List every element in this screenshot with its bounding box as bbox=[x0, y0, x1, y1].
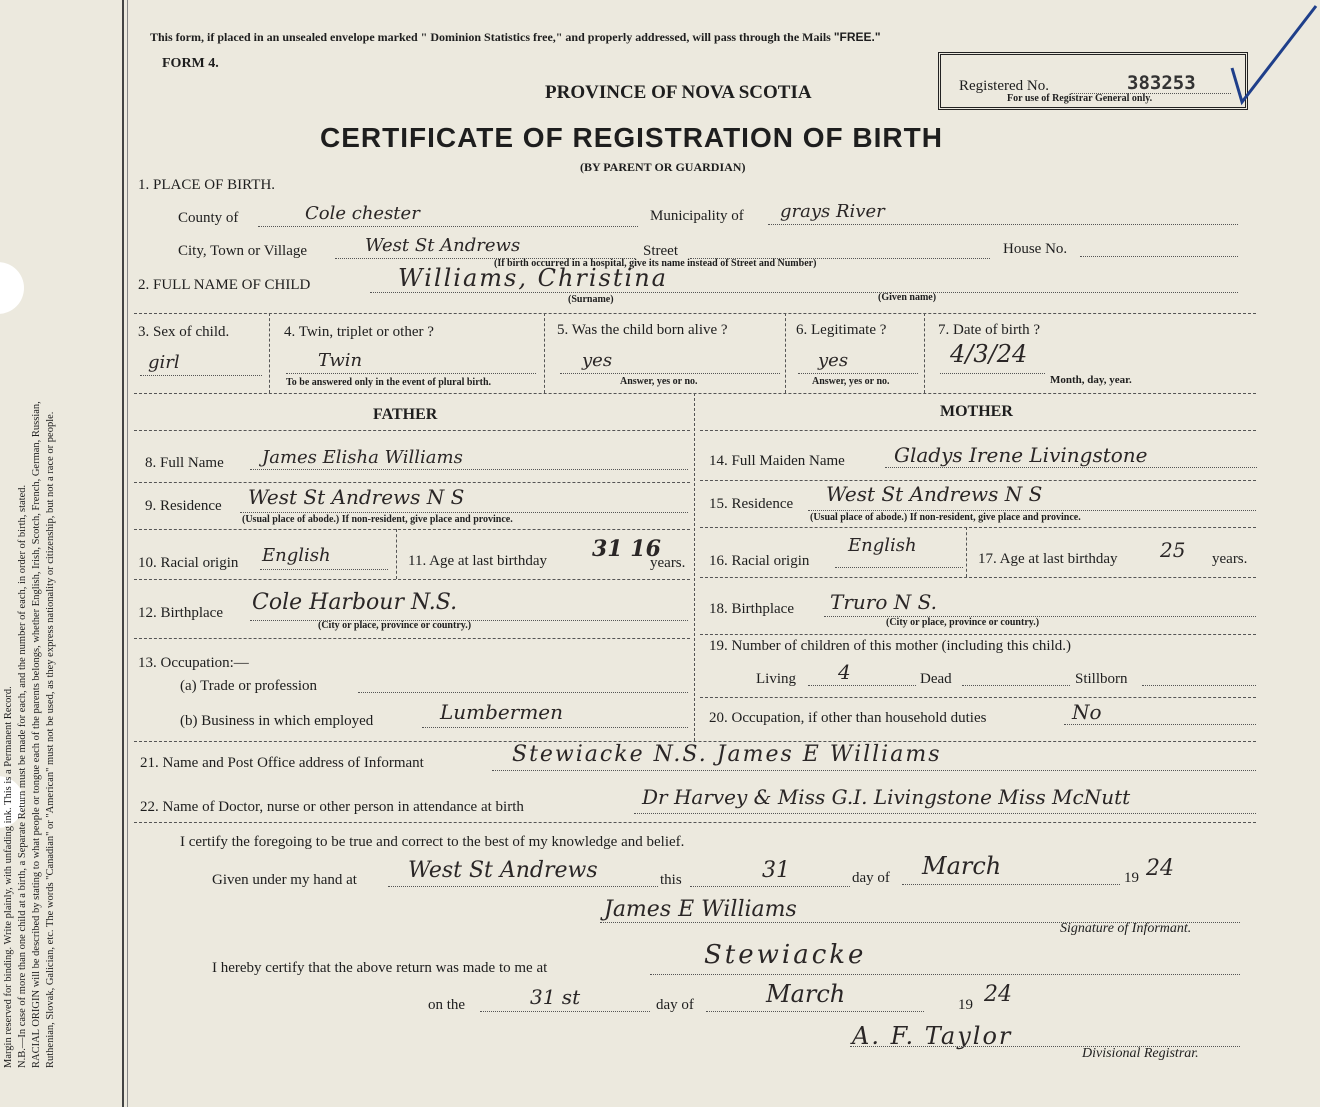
children-count-label: 19. Number of children of this mother (including this child.) bbox=[709, 638, 1072, 654]
mother-occupation-value: No bbox=[1072, 700, 1102, 724]
legitimate-label: 6. Legitimate ? bbox=[796, 322, 887, 338]
parents-divider bbox=[694, 393, 695, 741]
twin-note: To be answered only in the event of plural birth. bbox=[286, 377, 492, 388]
father-age-value: 31 16 bbox=[592, 536, 661, 562]
child-name-line bbox=[370, 292, 1238, 293]
father-birthplace-note: (City or place, province or country.) bbox=[318, 620, 472, 631]
father-birthplace-label: 12. Birthplace bbox=[138, 605, 223, 621]
given-year-value: 24 bbox=[1146, 856, 1174, 881]
father-sep-1 bbox=[134, 482, 690, 483]
stillborn-label: Stillborn bbox=[1075, 671, 1128, 687]
dead-line bbox=[962, 685, 1070, 686]
father-residence-label: 9. Residence bbox=[145, 498, 222, 514]
living-value: 4 bbox=[838, 660, 851, 684]
twin-label: 4. Twin, triplet or other ? bbox=[284, 324, 434, 340]
doctor-bottom-line bbox=[134, 822, 1256, 823]
mother-racial-sep bbox=[966, 527, 967, 577]
house-line bbox=[1080, 256, 1238, 257]
margin-line-2: N.B.—In case of more than one child at a birth, a Separate Return must be made for each, and the number of each, in order of birth, stated. bbox=[17, 484, 28, 1068]
father-name-line bbox=[250, 469, 688, 470]
place-heading: 1. PLACE OF BIRTH. bbox=[138, 177, 276, 193]
mother-residence-line bbox=[808, 510, 1256, 511]
father-sep-2 bbox=[134, 529, 690, 530]
registrar-place-line bbox=[650, 974, 1240, 975]
given-day-line bbox=[690, 886, 850, 887]
registrar-month-value: March bbox=[766, 980, 846, 1008]
alive-line bbox=[560, 373, 780, 374]
given-place-value: West St Andrews bbox=[408, 858, 598, 883]
mother-sep-5 bbox=[700, 697, 1256, 698]
mother-sep-2 bbox=[700, 527, 1256, 528]
grid-sep-1 bbox=[269, 313, 270, 393]
mother-sep-3 bbox=[700, 577, 1256, 578]
legitimate-note: Answer, yes or no. bbox=[812, 376, 890, 387]
father-years: years. bbox=[650, 555, 686, 571]
county-label: County of bbox=[178, 210, 239, 226]
mother-sep-4 bbox=[700, 634, 1256, 635]
doctor-value: Dr Harvey & Miss G.I. Livingstone Miss McNutt bbox=[642, 785, 1131, 809]
alive-note: Answer, yes or no. bbox=[620, 376, 698, 387]
registrar-year-prefix: 19 bbox=[958, 997, 973, 1013]
father-business-value: Lumbermen bbox=[440, 700, 564, 724]
child-name-value: Williams, Christina bbox=[398, 264, 668, 292]
father-racial-sep bbox=[396, 529, 397, 579]
grid-sep-2 bbox=[544, 313, 545, 393]
given-month-value: March bbox=[922, 852, 1002, 880]
alive-value: yes bbox=[582, 350, 613, 371]
margin-rule bbox=[122, 0, 124, 1107]
mother-top-line bbox=[700, 430, 1256, 431]
city-label: City, Town or Village bbox=[178, 243, 308, 259]
certificate-title: CERTIFICATE OF REGISTRATION OF BIRTH bbox=[320, 122, 943, 153]
father-top-line bbox=[134, 430, 690, 431]
dob-note: Month, day, year. bbox=[1050, 374, 1132, 386]
registrar-statement: I hereby certify that the above return was made to me at bbox=[212, 960, 548, 976]
house-label: House No. bbox=[1003, 241, 1068, 257]
registrar-year-value: 24 bbox=[984, 982, 1012, 1007]
father-birthplace-value: Cole Harbour N.S. bbox=[252, 590, 458, 615]
registered-number: 383253 bbox=[1127, 72, 1196, 94]
mother-years: years. bbox=[1212, 551, 1248, 567]
father-trade-label: (a) Trade or profession bbox=[180, 678, 318, 694]
doctor-label: 22. Name of Doctor, nurse or other person in attendance at birth bbox=[140, 799, 524, 815]
county-value: Cole chester bbox=[305, 203, 420, 224]
given-this-label: this bbox=[660, 872, 682, 888]
mother-birthplace-note: (City or place, province or country.) bbox=[886, 617, 1040, 628]
form-number: FORM 4. bbox=[162, 56, 219, 71]
mother-name-line bbox=[885, 467, 1257, 468]
registrar-signature: A. F. Taylor bbox=[852, 1022, 1013, 1050]
mother-birthplace-value: Truro N S. bbox=[830, 590, 937, 614]
given-month-line bbox=[902, 884, 1120, 885]
father-racial-label: 10. Racial origin bbox=[138, 555, 239, 571]
given-place-line bbox=[388, 886, 658, 887]
twin-line bbox=[286, 373, 536, 374]
stillborn-line bbox=[1142, 685, 1256, 686]
registrar-day-line bbox=[480, 1011, 650, 1012]
informant-line bbox=[492, 770, 1256, 771]
alive-label: 5. Was the child born alive ? bbox=[557, 322, 728, 338]
mother-occupation-label: 20. Occupation, if other than household duties bbox=[709, 710, 987, 726]
mother-age-value: 25 bbox=[1160, 538, 1186, 562]
legitimate-line bbox=[798, 373, 918, 374]
given-name-note: (Given name) bbox=[878, 292, 937, 303]
registrar-day-of-label: day of bbox=[656, 997, 694, 1013]
dead-label: Dead bbox=[920, 671, 952, 687]
father-name-value: James Elisha Williams bbox=[262, 447, 463, 468]
margin-instructions bbox=[2, 68, 58, 1068]
mother-age-label: 17. Age at last birthday bbox=[978, 551, 1118, 567]
father-name-label: 8. Full Name bbox=[145, 455, 224, 471]
grid-line-mid bbox=[134, 393, 1256, 394]
registrar-month-line bbox=[706, 1011, 924, 1012]
given-year-prefix: 19 bbox=[1124, 870, 1139, 886]
certificate-subtitle: (BY PARENT OR GUARDIAN) bbox=[580, 160, 746, 174]
hospital-note: (If birth occurred in a hospital, give its name instead of Street and Number) bbox=[494, 258, 817, 269]
living-label: Living bbox=[756, 671, 796, 687]
registrar-day-value: 31 st bbox=[530, 985, 581, 1009]
dob-value: 4/3/24 bbox=[950, 340, 1028, 368]
father-sep-3 bbox=[134, 579, 690, 580]
margin-line-1: Margin reserved for binding. Write plainly, with unfading ink. This is a Permanent Record. bbox=[3, 686, 14, 1068]
province-heading: PROVINCE OF NOVA SCOTIA bbox=[545, 82, 812, 103]
mother-sep-1 bbox=[700, 480, 1256, 481]
sex-value: girl bbox=[148, 352, 180, 373]
street-label: Street bbox=[643, 243, 678, 259]
notice-text: This form, if placed in an unsealed envelope marked " Dominion Statistics free," and properly addressed, will pass through the Mails bbox=[150, 30, 831, 44]
notice-free: "FREE." bbox=[833, 30, 881, 44]
mother-racial-label: 16. Racial origin bbox=[709, 553, 810, 569]
mother-racial-value: English bbox=[848, 535, 917, 556]
mother-heading: MOTHER bbox=[940, 403, 1013, 420]
informant-label: 21. Name and Post Office address of Informant bbox=[140, 755, 424, 771]
mother-racial-line bbox=[835, 567, 963, 568]
father-age-label: 11. Age at last birthday bbox=[408, 553, 547, 569]
header-notice bbox=[150, 30, 881, 45]
informant-signature: James E Williams bbox=[604, 897, 797, 922]
certify-statement: I certify the foregoing to be true and correct to the best of my knowledge and belief. bbox=[180, 834, 685, 850]
child-name-label: 2. FULL NAME OF CHILD bbox=[138, 277, 311, 293]
father-racial-line bbox=[260, 569, 388, 570]
grid-sep-3 bbox=[785, 313, 786, 393]
county-line bbox=[258, 226, 638, 227]
margin-line-4: Ruthenian, Slovak, Galician, etc. The words "Canadian" or "American" must not be used, as they express nationality or citizenship, but not a race or people. bbox=[45, 411, 56, 1068]
living-line bbox=[808, 685, 916, 686]
father-trade-line bbox=[358, 692, 688, 693]
father-business-label: (b) Business in which employed bbox=[180, 713, 374, 729]
mother-residence-value: West St Andrews N S bbox=[826, 482, 1043, 506]
mother-residence-note: (Usual place of abode.) If non-resident, give place and province. bbox=[810, 512, 1081, 523]
legitimate-value: yes bbox=[818, 350, 849, 371]
father-residence-line bbox=[240, 512, 688, 513]
registered-label: Registered No. bbox=[959, 78, 1049, 94]
registrar-place-value: Stewiacke bbox=[704, 940, 867, 970]
margin-rule-inner bbox=[127, 0, 128, 1107]
registered-box bbox=[938, 52, 1248, 110]
informant-value: Stewiacke N.S. James E Williams bbox=[512, 742, 942, 767]
municipality-label: Municipality of bbox=[650, 208, 744, 224]
informant-signature-label: Signature of Informant. bbox=[1060, 921, 1192, 936]
father-occupation-label: 13. Occupation:— bbox=[138, 655, 249, 671]
registrar-on-label: on the bbox=[428, 997, 466, 1013]
registrar-signature-label: Divisional Registrar. bbox=[1082, 1046, 1199, 1061]
mother-occupation-line bbox=[1064, 724, 1256, 725]
given-day-of-label: day of bbox=[852, 870, 890, 886]
mother-residence-label: 15. Residence bbox=[709, 496, 794, 512]
given-label: Given under my hand at bbox=[212, 872, 357, 888]
dob-line bbox=[940, 373, 1045, 374]
surname-note: (Surname) bbox=[568, 294, 614, 305]
father-business-line bbox=[422, 727, 688, 728]
registrar-note: For use of Registrar General only. bbox=[1007, 93, 1153, 104]
father-racial-value: English bbox=[262, 545, 331, 566]
dob-label: 7. Date of birth ? bbox=[938, 322, 1041, 338]
municipality-line bbox=[768, 224, 1238, 225]
mother-name-label: 14. Full Maiden Name bbox=[709, 453, 845, 469]
registrar-check-mark-icon bbox=[1228, 0, 1320, 110]
sex-line bbox=[140, 375, 262, 376]
father-sep-4 bbox=[134, 638, 690, 639]
mother-name-value: Gladys Irene Livingstone bbox=[894, 443, 1148, 467]
mother-birthplace-label: 18. Birthplace bbox=[709, 601, 794, 617]
doctor-line bbox=[634, 813, 1256, 814]
father-residence-value: West St Andrews N S bbox=[248, 485, 465, 509]
father-residence-note: (Usual place of abode.) If non-resident, give place and province. bbox=[242, 514, 513, 525]
margin-line-3: RACIAL ORIGIN will be described by stating to what people or tongue each of the parents belongs, whether English, Irish, Scotch, French, German, Russian, bbox=[31, 401, 42, 1068]
grid-sep-4 bbox=[924, 313, 925, 393]
father-heading: FATHER bbox=[373, 406, 438, 423]
given-day-value: 31 bbox=[762, 858, 790, 883]
municipality-value: grays River bbox=[780, 201, 885, 222]
city-value: West St Andrews bbox=[365, 235, 521, 256]
twin-value: Twin bbox=[318, 350, 363, 371]
grid-line-top bbox=[134, 313, 1256, 314]
sex-label: 3. Sex of child. bbox=[138, 324, 230, 340]
